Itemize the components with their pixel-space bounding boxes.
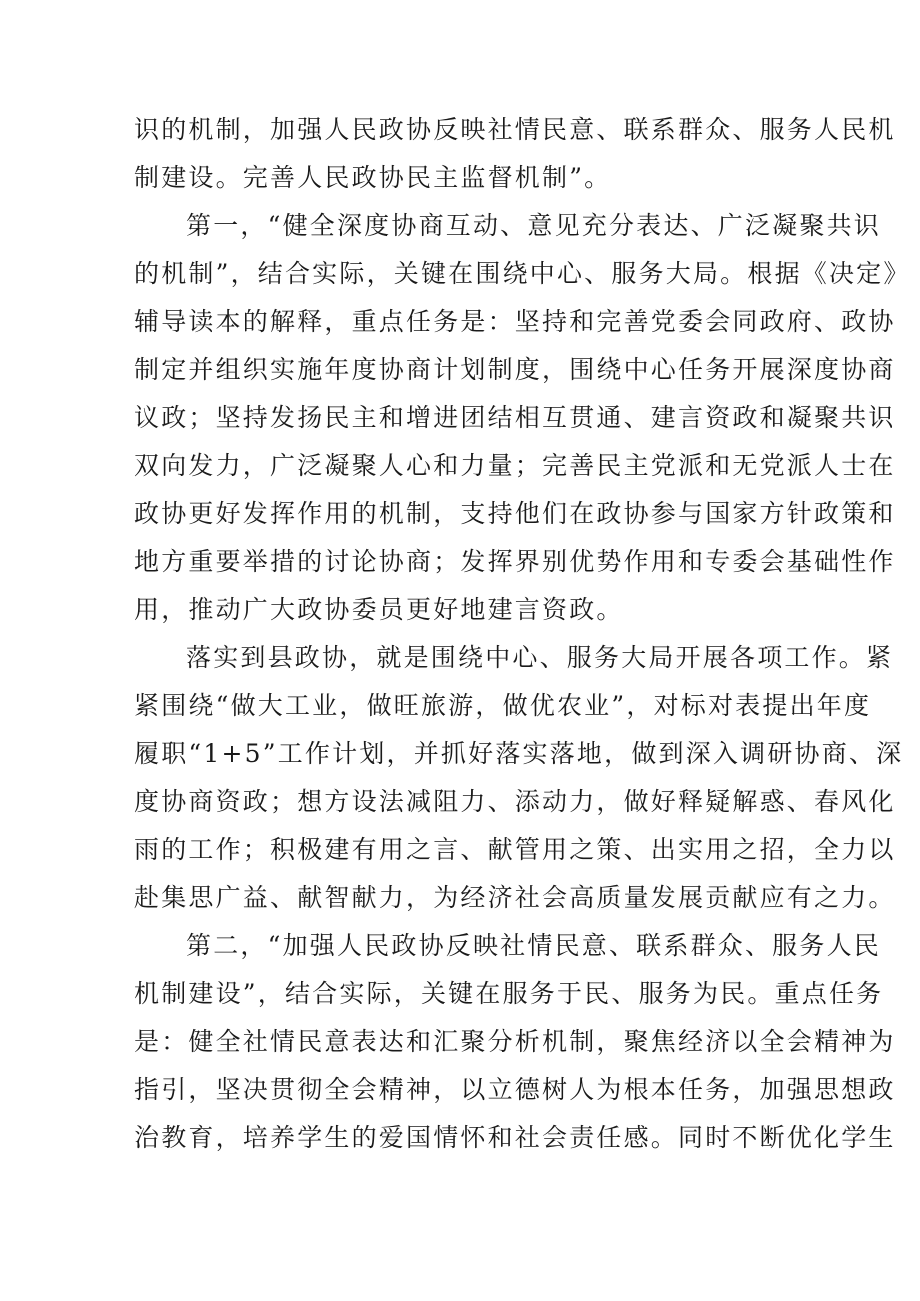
text-line: 度协商资政；想方设法减阻力、添动力，做好释疑解惑、春风化 xyxy=(134,787,896,816)
text-line: 的机制”，结合实际，关键在围绕中心、服务大局。根据《决定》 xyxy=(134,259,911,288)
text-line: 政协更好发挥作用的机制，支持他们在政协参与国家方针政策和 xyxy=(134,499,896,528)
text-line: 制建设。完善人民政协民主监督机制”。 xyxy=(134,163,612,192)
text-line: 赴集思广益、献智献力，为经济社会高质量发展贡献应有之力。 xyxy=(134,883,896,912)
text-line: 双向发力，广泛凝聚人心和力量；完善民主党派和无党派人士在 xyxy=(134,451,896,480)
text-line: 治教育，培养学生的爱国情怀和社会责任感。同时不断优化学生 xyxy=(134,1123,896,1152)
text-line: 识的机制，加强人民政协反映社情民意、联系群众、服务人民机 xyxy=(134,115,896,144)
paragraph-first-line: 落实到县政协，就是围绕中心、服务大局开展各项工作。紧 xyxy=(186,643,894,672)
text-line: 议政；坚持发扬民主和增进团结相互贯通、建言资政和凝聚共识 xyxy=(134,403,896,432)
text-line: 辅导读本的解释，重点任务是：坚持和完善党委会同政府、政协 xyxy=(134,307,896,336)
paragraph-first-line: 第二，“加强人民政协反映社情民意、联系群众、服务人民 xyxy=(186,931,881,960)
text-line: 机制建设”，结合实际，关键在服务于民、服务为民。重点任务 xyxy=(134,979,884,1008)
text-line: 是：健全社情民意表达和汇聚分析机制，聚焦经济以全会精神为 xyxy=(134,1027,896,1056)
text-line: 用，推动广大政协委员更好地建言资政。 xyxy=(134,595,624,624)
text-line: 紧围绕“做大工业，做旺旅游，做优农业”，对标对表提出年度 xyxy=(134,691,872,720)
paragraph-first-line: 第一，“健全深度协商互动、意见充分表达、广泛凝聚共识 xyxy=(186,211,881,240)
text-line: 地方重要举措的讨论协商；发挥界别优势作用和专委会基础性作 xyxy=(134,547,896,576)
text-line: 制定并组织实施年度协商计划制度，围绕中心任务开展深度协商 xyxy=(134,355,896,384)
text-line: 雨的工作；积极建有用之言、献管用之策、出实用之招，全力以 xyxy=(134,835,896,864)
text-line: 履职“1+5”工作计划，并抓好落实落地，做到深入调研协商、深 xyxy=(134,739,904,768)
text-line: 指引，坚决贯彻全会精神，以立德树人为根本任务，加强思想政 xyxy=(134,1075,896,1104)
